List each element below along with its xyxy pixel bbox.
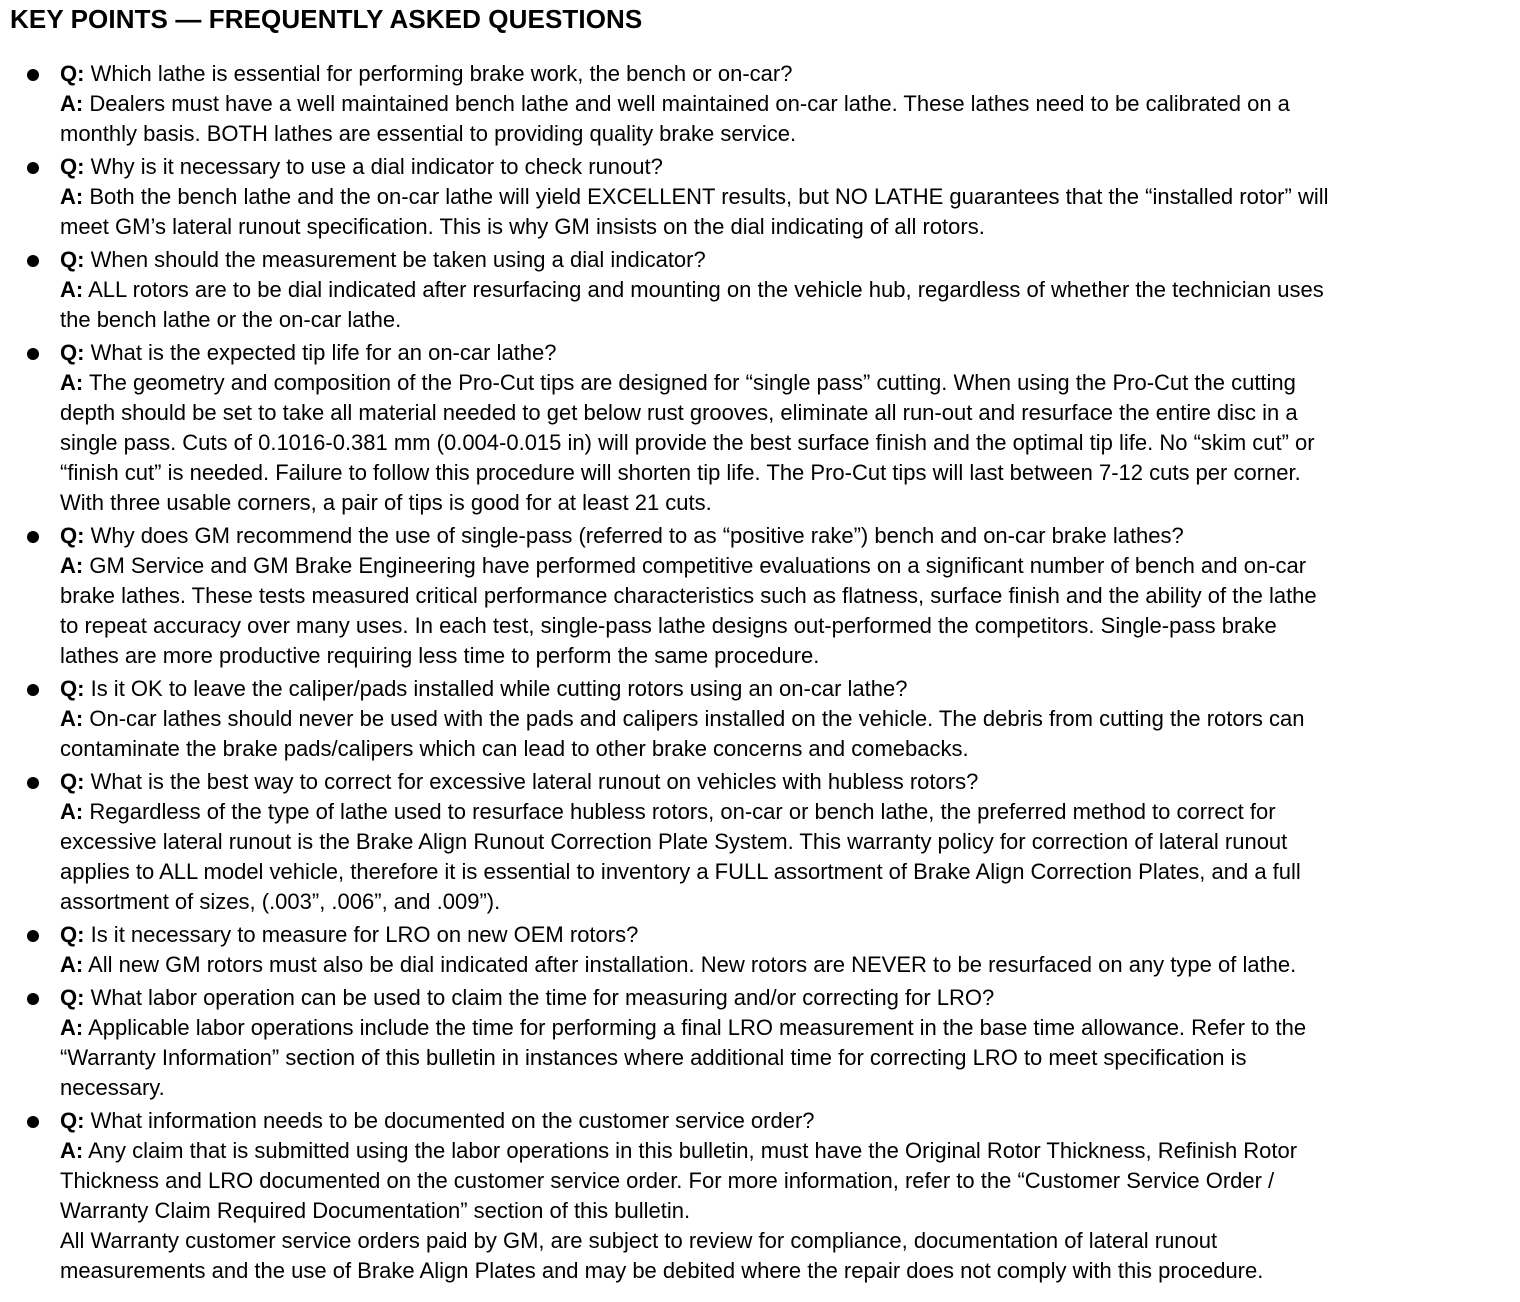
- faq-answer-line: [60, 887, 1510, 917]
- faq-answer-line: [60, 212, 1510, 242]
- question-label: Q:: [60, 523, 85, 548]
- faq-answer-line: [60, 428, 1510, 458]
- faq-answer-line: [60, 305, 1510, 335]
- question-text: Which lathe is essential for performing brake work, the bench or on-car?: [90, 61, 793, 86]
- answer-text: On-car lathes should never be used with the pads and calipers installed on the vehicle. The debris from cutting the rotors can: [89, 706, 1305, 731]
- question-label: Q:: [60, 340, 85, 365]
- faq-answer-line: [60, 1043, 1510, 1073]
- answer-label: A:: [60, 184, 84, 209]
- question-label: Q:: [60, 676, 85, 701]
- answer-label: A:: [60, 553, 84, 578]
- faq-question: [60, 674, 1510, 704]
- faq-answer-line: [60, 704, 1510, 734]
- answer-text: to repeat accuracy over many uses. In each test, single-pass lathe designs out-performed the competitors. Single-pass brake: [60, 613, 1277, 638]
- faq-question: [60, 152, 1510, 182]
- question-label: Q:: [60, 985, 85, 1010]
- faq-answer-line: [60, 581, 1510, 611]
- answer-text: the bench lathe or the on-car lathe.: [60, 307, 402, 332]
- question-text: What is the expected tip life for an on-car lathe?: [90, 340, 557, 365]
- answer-text: Warranty Claim Required Documentation” section of this bulletin.: [60, 1198, 691, 1223]
- faq-list: [0, 59, 1520, 1289]
- faq-item: [0, 59, 1520, 149]
- answer-text: Thickness and LRO documented on the customer service order. For more information, refer to the “Customer Service Order /: [60, 1168, 1275, 1193]
- answer-label: A:: [60, 370, 84, 395]
- answer-text: necessary.: [60, 1075, 165, 1100]
- answer-text: lathes are more productive requiring less time to perform the same procedure.: [60, 643, 820, 668]
- faq-answer-line: [60, 89, 1510, 119]
- question-label: Q:: [60, 769, 85, 794]
- faq-answer-line: [60, 368, 1510, 398]
- faq-question: [60, 1106, 1510, 1136]
- answer-text: monthly basis. BOTH lathes are essential to providing quality brake service.: [60, 121, 797, 146]
- faq-item: [0, 152, 1520, 242]
- faq-item: [0, 245, 1520, 335]
- faq-answer-line: [60, 1013, 1510, 1043]
- bullet-icon: [27, 162, 39, 174]
- faq-answer-line: [60, 857, 1510, 887]
- answer-label: A:: [60, 277, 84, 302]
- question-text: Is it necessary to measure for LRO on new OEM rotors?: [90, 922, 639, 947]
- answer-label: A:: [60, 1138, 84, 1163]
- answer-text: Any claim that is submitted using the labor operations in this bulletin, must have the Original Rotor Thickness, Refinish Rotor: [88, 1138, 1298, 1163]
- answer-label: A:: [60, 799, 84, 824]
- answer-text: “finish cut” is needed. Failure to follow this procedure will shorten tip life. The Pro-Cut tips will last between 7-12 cuts per corner.: [60, 460, 1301, 485]
- faq-answer-line: [60, 1166, 1510, 1196]
- faq-answer-line: [60, 1073, 1510, 1103]
- bullet-icon: [27, 348, 39, 360]
- answer-text: contaminate the brake pads/calipers which can lead to other brake concerns and comebacks.: [60, 736, 969, 761]
- faq-question: [60, 767, 1510, 797]
- answer-label: A:: [60, 1015, 84, 1040]
- question-text: Why does GM recommend the use of single-pass (referred to as “positive rake”) bench and on-car brake lathes?: [90, 523, 1184, 548]
- faq-answer-line: [60, 950, 1510, 980]
- bullet-icon: [27, 777, 39, 789]
- faq-item: [0, 338, 1520, 518]
- answer-text: meet GM’s lateral runout specification. This is why GM insists on the dial indicating of all rotors.: [60, 214, 985, 239]
- page-title: KEY POINTS — FREQUENTLY ASKED QUESTIONS: [10, 4, 643, 34]
- bullet-icon: [27, 930, 39, 942]
- bullet-icon: [27, 69, 39, 81]
- faq-item: [0, 1106, 1520, 1286]
- question-text: What information needs to be documented on the customer service order?: [90, 1108, 815, 1133]
- answer-text: brake lathes. These tests measured critical performance characteristics such as flatness, surface finish and the ability of the lathe: [60, 583, 1317, 608]
- bullet-icon: [27, 1116, 39, 1128]
- bullet-icon: [27, 255, 39, 267]
- answer-text: “Warranty Information” section of this bulletin in instances where additional time for correcting LRO to meet specification is: [60, 1045, 1247, 1070]
- faq-question: [60, 983, 1510, 1013]
- question-text: What is the best way to correct for excessive lateral runout on vehicles with hubless rotors?: [90, 769, 979, 794]
- answer-text: excessive lateral runout is the Brake Align Runout Correction Plate System. This warranty policy for correction of lateral runout: [60, 829, 1288, 854]
- faq-question: [60, 338, 1510, 368]
- answer-text: GM Service and GM Brake Engineering have performed competitive evaluations on a significant number of bench and on-car: [89, 553, 1307, 578]
- answer-text: depth should be set to take all material needed to get below rust grooves, eliminate all run-out and resurface the entire disc in a: [60, 400, 1298, 425]
- faq-answer-line: [60, 611, 1510, 641]
- answer-text: Regardless of the type of lathe used to resurface hubless rotors, on-car or bench lathe, the preferred method to correct for: [89, 799, 1276, 824]
- question-text: Why is it necessary to use a dial indicator to check runout?: [90, 154, 663, 179]
- faq-answer-line: [60, 1196, 1510, 1226]
- faq-note-line: measurements and the use of Brake Align Plates and may be debited where the repair does not comply with this procedure.: [60, 1258, 1264, 1283]
- answer-text: With three usable corners, a pair of tips is good for at least 21 cuts.: [60, 490, 712, 515]
- bullet-icon: [27, 684, 39, 696]
- question-label: Q:: [60, 154, 85, 179]
- faq-answer-line: [60, 827, 1510, 857]
- faq-answer-line: [60, 182, 1510, 212]
- question-text: Is it OK to leave the caliper/pads installed while cutting rotors using an on-car lathe?: [90, 676, 908, 701]
- question-text: What labor operation can be used to claim the time for measuring and/or correcting for LRO?: [90, 985, 995, 1010]
- question-label: Q:: [60, 247, 85, 272]
- answer-label: A:: [60, 706, 84, 731]
- answer-text: Both the bench lathe and the on-car lathe will yield EXCELLENT results, but NO LATHE guarantees that the “installed rotor” will: [89, 184, 1329, 209]
- faq-answer-line: [60, 641, 1510, 671]
- faq-answer-line: [60, 458, 1510, 488]
- question-label: Q:: [60, 1108, 85, 1133]
- faq-answer-line: [60, 1136, 1510, 1166]
- answer-text: All new GM rotors must also be dial indicated after installation. New rotors are NEVER to be resurfaced on any type of lathe.: [88, 952, 1297, 977]
- faq-item: [0, 920, 1520, 980]
- faq-question: [60, 59, 1510, 89]
- question-label: Q:: [60, 922, 85, 947]
- bullet-icon: [27, 993, 39, 1005]
- answer-text: ALL rotors are to be dial indicated after resurfacing and mounting on the vehicle hub, regardless of whether the technician uses: [88, 277, 1324, 302]
- answer-text: The geometry and composition of the Pro-Cut tips are designed for “single pass” cutting. When using the Pro-Cut the cutting: [88, 370, 1296, 395]
- question-text: When should the measurement be taken using a dial indicator?: [90, 247, 706, 272]
- answer-text: assortment of sizes, (.003”, .006”, and .009”).: [60, 889, 501, 914]
- faq-item: [0, 983, 1520, 1103]
- faq-item: [0, 521, 1520, 671]
- faq-answer-line: [60, 488, 1510, 518]
- answer-label: A:: [60, 952, 84, 977]
- bullet-icon: [27, 531, 39, 543]
- faq-question: [60, 245, 1510, 275]
- question-label: Q:: [60, 61, 85, 86]
- answer-text: Dealers must have a well maintained bench lathe and well maintained on-car lathe. These lathes need to be calibrated on a: [89, 91, 1290, 116]
- faq-answer-line: [60, 398, 1510, 428]
- faq-item: [0, 674, 1520, 764]
- faq-answer-line: [60, 551, 1510, 581]
- faq-question: [60, 920, 1510, 950]
- answer-text: Applicable labor operations include the time for performing a final LRO measurement in the base time allowance. Refer to the: [88, 1015, 1307, 1040]
- answer-label: A:: [60, 91, 84, 116]
- faq-answer-line: [60, 275, 1510, 305]
- answer-text: single pass. Cuts of 0.1016-0.381 mm (0.004-0.015 in) will provide the best surface finish and the optimal tip life. No “skim cut” or: [60, 430, 1315, 455]
- faq-question: [60, 521, 1510, 551]
- faq-item: [0, 767, 1520, 917]
- faq-answer-line: [60, 734, 1510, 764]
- faq-answer-line: [60, 797, 1510, 827]
- answer-text: applies to ALL model vehicle, therefore it is essential to inventory a FULL assortment of Brake Align Correction Plates, and a full: [60, 859, 1301, 884]
- faq-note-line: All Warranty customer service orders paid by GM, are subject to review for compliance, documentation of lateral runout: [60, 1228, 1218, 1253]
- faq-answer-line: [60, 119, 1510, 149]
